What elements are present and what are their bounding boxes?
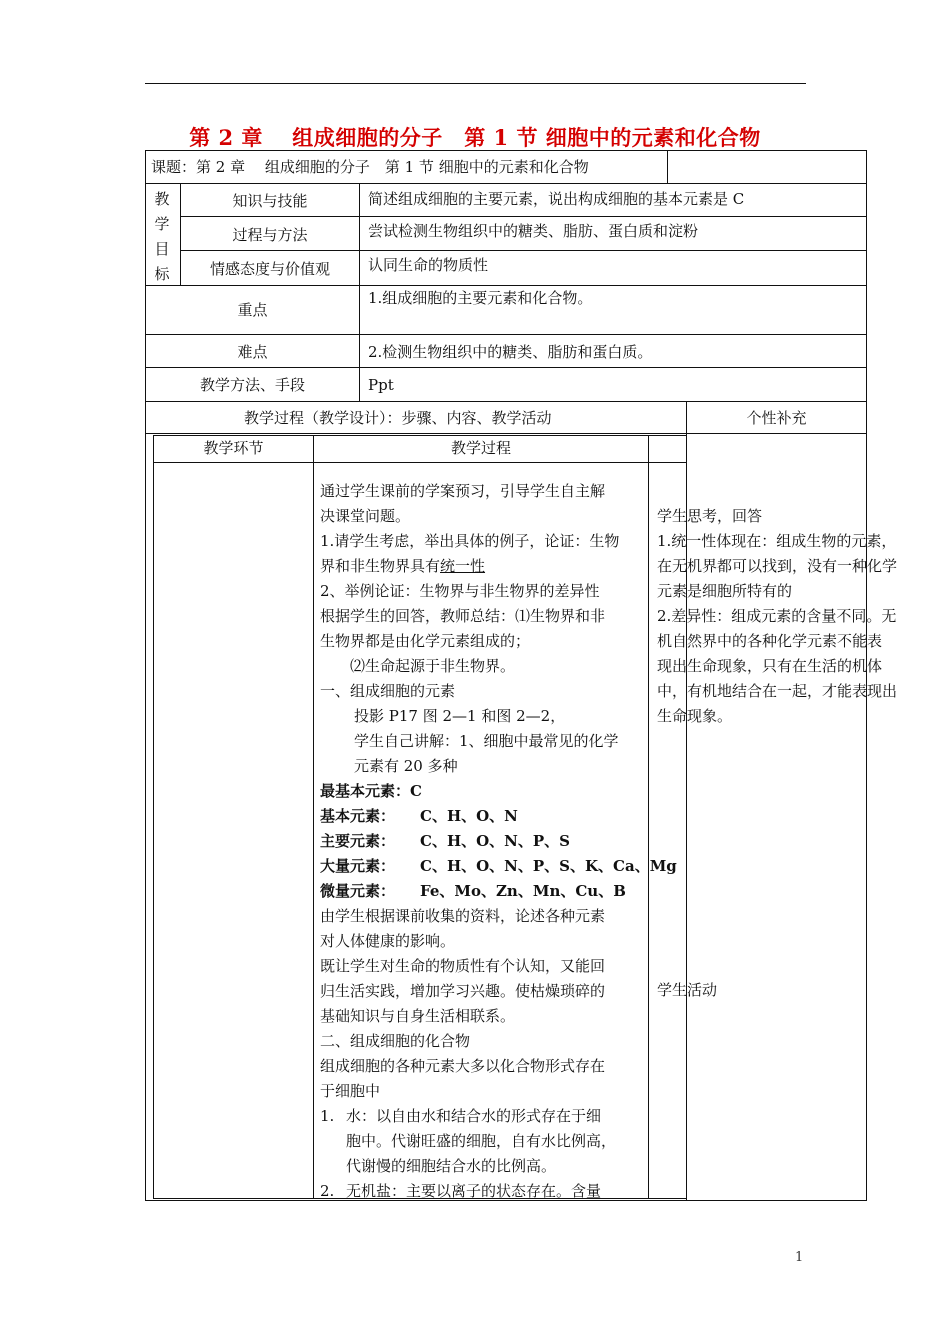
- process-line-text: 界和非生物界具有: [320, 557, 441, 575]
- inner-header-stage: 教学环节: [203, 439, 264, 457]
- element-label: 主要元素：: [320, 832, 396, 850]
- process-line: 学生自己讲解：1、细胞中最常见的化学: [354, 732, 619, 750]
- section-heading: 二、组成细胞的化合物: [320, 1032, 471, 1050]
- element-label: 最基本元素：: [320, 782, 411, 800]
- difficulty-label: 难点: [237, 343, 268, 361]
- label-value-divider: [359, 183, 360, 401]
- inner-header-process: 教学过程: [450, 439, 511, 457]
- objectives-label-char: 目: [154, 240, 170, 258]
- objective-value-process: 尝试检测生物组织中的糖类、脂肪、蛋白质和淀粉: [368, 222, 699, 240]
- table-line-key: [145, 334, 867, 335]
- process-line: 组成细胞的各种元素大多以化合物形式存在: [320, 1057, 606, 1075]
- student-line: 2.差异性：组成元素的含量不同。无: [657, 607, 897, 625]
- difficulty-value: 2.检测生物组织中的糖类、脂肪和蛋白质。: [368, 343, 653, 361]
- objectives-label: [152, 187, 172, 287]
- inner-col-divider: [313, 435, 314, 1199]
- process-line: 1.请学生考虑，举出具体的例子，论证：生物: [320, 532, 620, 550]
- teaching-process-text: [320, 479, 677, 1204]
- student-line: 在无机界都可以找到，没有一种化学: [657, 557, 898, 575]
- objectives-label-char: 教: [154, 190, 170, 208]
- inner-table-header: [153, 462, 687, 463]
- list-item: [320, 1104, 650, 1129]
- table-line-obj1: [180, 216, 867, 217]
- list-text: 水：以自由水和结合水的形式存在于细: [346, 1107, 602, 1125]
- method-value: Ppt: [368, 376, 394, 394]
- process-line: 代谢慢的细胞结合水的比例高。: [346, 1157, 557, 1175]
- inner-table-top: [153, 435, 687, 436]
- process-line: 既让学生对生命的物质性有个认知，又能回: [320, 957, 606, 975]
- process-line: 由学生根据课前收集的资料，论述各种元素: [320, 907, 606, 925]
- student-activity-label: 学生活动: [657, 981, 718, 999]
- table-border-top: [145, 150, 867, 151]
- section-heading: 一、组成细胞的元素: [320, 682, 456, 700]
- table-line-process: [145, 433, 867, 434]
- element-value: C、H、O、N: [420, 807, 518, 825]
- element-label: 微量元素：: [320, 882, 396, 900]
- student-line: 学生思考，回答: [657, 507, 763, 525]
- topic-divider: [667, 150, 668, 183]
- process-line: [320, 554, 650, 579]
- element-row: [320, 829, 650, 854]
- element-row: [320, 804, 650, 829]
- objective-label-process: 过程与方法: [232, 226, 308, 244]
- process-line: 归生活实践，增加学习兴趣。使枯燥琐碎的: [320, 982, 606, 1000]
- process-line: 通过学生课前的学案预习，引导学生自主解: [320, 482, 606, 500]
- element-row: [320, 879, 650, 904]
- process-line: 2、举例论证：生物界与非生物界的差异性: [320, 582, 600, 600]
- objective-value-knowledge: 简述组成细胞的主要元素，说出构成细胞的基本元素是 C: [368, 190, 745, 208]
- process-header-left: 教学过程（教学设计）：步骤、内容、教学活动: [244, 409, 552, 427]
- process-line: ⑵生命起源于非生物界。: [350, 657, 516, 675]
- process-line: 根据学生的回答，教师总结：⑴生物界和非: [320, 607, 606, 625]
- process-line: 对人体健康的影响。: [320, 932, 456, 950]
- list-text: 无机盐：主要以离子的状态存在。含量: [346, 1182, 602, 1200]
- element-row: [320, 779, 650, 804]
- table-line-obj2: [180, 250, 867, 251]
- student-line: 现出生命现象，只有在生活的机体: [657, 657, 883, 675]
- process-line: 基础知识与自身生活相联系。: [320, 1007, 516, 1025]
- student-line: 生命现象。: [657, 707, 733, 725]
- objectives-label-char: 学: [154, 215, 170, 233]
- element-label: 基本元素：: [320, 807, 396, 825]
- process-line: 元素有 20 多种: [354, 757, 458, 775]
- element-label: 大量元素：: [320, 857, 396, 875]
- table-line-topic: [145, 183, 867, 184]
- process-line: 于细胞中: [320, 1082, 381, 1100]
- inner-left: [153, 435, 154, 1199]
- method-label: 教学方法、手段: [199, 376, 305, 394]
- process-header-right: 个性补充: [746, 409, 807, 427]
- student-line: 元素是细胞所特有的: [657, 582, 793, 600]
- process-line: 决课堂问题。: [320, 507, 411, 525]
- page-number: 1: [795, 1250, 804, 1265]
- student-activity-text: [657, 504, 927, 729]
- student-line: 中，有机地结合在一起，才能表现出: [657, 682, 898, 700]
- objective-value-attitude: 认同生命的物质性: [368, 256, 489, 274]
- list-number: 1.: [320, 1107, 335, 1125]
- element-value: C、H、O、N、P、S、K、Ca、Mg: [420, 857, 677, 875]
- key-point-value: 1.组成细胞的主要元素和化合物。: [368, 289, 593, 307]
- list-item: [320, 1179, 650, 1204]
- process-line: 胞中。代谢旺盛的细胞，自有水比例高，: [346, 1132, 617, 1150]
- header-rule: [145, 83, 806, 84]
- process-line: 投影 P17 图 2—1 和图 2—2，: [354, 707, 566, 725]
- table-line-method: [145, 401, 867, 402]
- element-value: C、H、O、N、P、S: [420, 832, 571, 850]
- element-row: [320, 854, 677, 879]
- list-number: 2.: [320, 1182, 335, 1200]
- topic-text: 课题：第 2 章 组成细胞的分子 第 1 节 细胞中的元素和化合物: [151, 158, 589, 176]
- objectives-label-char: 标: [154, 265, 170, 283]
- key-point-label: 重点: [237, 301, 268, 319]
- element-value: C: [410, 782, 422, 800]
- student-line: 1.统一性体现在：组成生物的元素，: [657, 532, 897, 550]
- unity-underlined: 统一性: [440, 557, 486, 575]
- document-title: 第 2 章 组成细胞的分子 第 1 节 细胞中的元素和化合物: [189, 125, 761, 150]
- objective-label-attitude: 情感态度与价值观: [209, 260, 330, 278]
- table-line-obj3: [145, 285, 867, 286]
- student-line: 机自然界中的各种化学元素不能表: [657, 632, 883, 650]
- process-line: 生物界都是由化学元素组成的；: [320, 632, 531, 650]
- element-value: Fe、Mo、Zn、Mn、Cu、B: [420, 882, 626, 900]
- table-line-diff: [145, 367, 867, 368]
- objective-label-knowledge: 知识与技能: [232, 192, 308, 210]
